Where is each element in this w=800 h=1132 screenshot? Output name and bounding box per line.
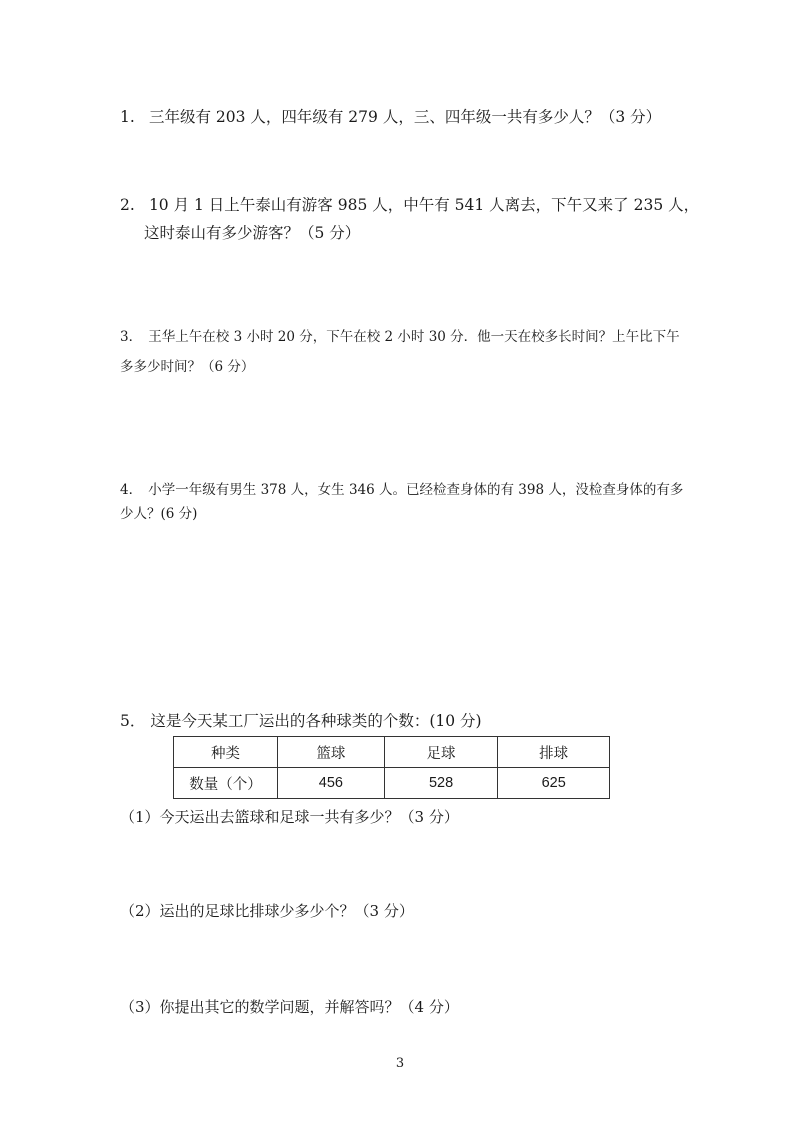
table-cell: 528 <box>384 768 498 799</box>
question-number: 3． <box>120 329 143 345</box>
table-header-row <box>174 737 610 768</box>
question-number: 5． <box>120 712 146 730</box>
question-1 <box>120 103 700 131</box>
question-number: 4． <box>120 482 143 498</box>
subquestion-3: （3）你提出其它的数学问题，并解答吗？（4 分） <box>120 998 459 1016</box>
question-text-continued: 少人？(6 分) <box>120 506 198 522</box>
question-text: 三年级有 203 人，四年级有 279 人，三、四年级一共有多少人？（3 分） <box>148 108 662 126</box>
ball-count-table <box>173 736 610 799</box>
subquestion-2: （2）运出的足球比排球少多少个？（3 分） <box>120 902 414 920</box>
table-header-cell: 种类 <box>174 737 278 768</box>
question-text: 王华上午在校 3 小时 20 分，下午在校 2 小时 30 分．他一天在校多长时间？上午比下午 <box>148 329 680 345</box>
table-row <box>174 768 610 799</box>
question-text: 10 月 1 日上午泰山有游客 985 人，中午有 541 人离去，下午又来了 235 人， <box>148 196 700 214</box>
question-5 <box>120 707 700 735</box>
subquestion-1: （1）今天运出去篮球和足球一共有多少？（3 分） <box>120 808 459 826</box>
table-header-cell: 篮球 <box>278 737 385 768</box>
question-text-continued: 这时泰山有多少游客？（5 分） <box>144 224 361 242</box>
table-cell: 数量（个） <box>174 768 278 799</box>
table-header-cell: 足球 <box>384 737 498 768</box>
question-number: 1. <box>120 108 135 126</box>
question-2 <box>120 191 700 247</box>
question-text: 这是今天某工厂运出的各种球类的个数：(10 分) <box>150 712 482 730</box>
question-text: 小学一年级有男生 378 人，女生 346 人。已经检查身体的有 398 人，没检查身体的有多 <box>148 482 684 498</box>
table-cell: 456 <box>278 768 385 799</box>
question-number: 2. <box>120 196 135 214</box>
page-number: 3 <box>395 1056 405 1071</box>
table-header-cell: 排球 <box>498 737 610 768</box>
table-cell: 625 <box>498 768 610 799</box>
question-4 <box>120 478 700 526</box>
question-text-continued: 多多少时间？（6 分） <box>120 359 255 375</box>
question-3 <box>120 322 700 382</box>
